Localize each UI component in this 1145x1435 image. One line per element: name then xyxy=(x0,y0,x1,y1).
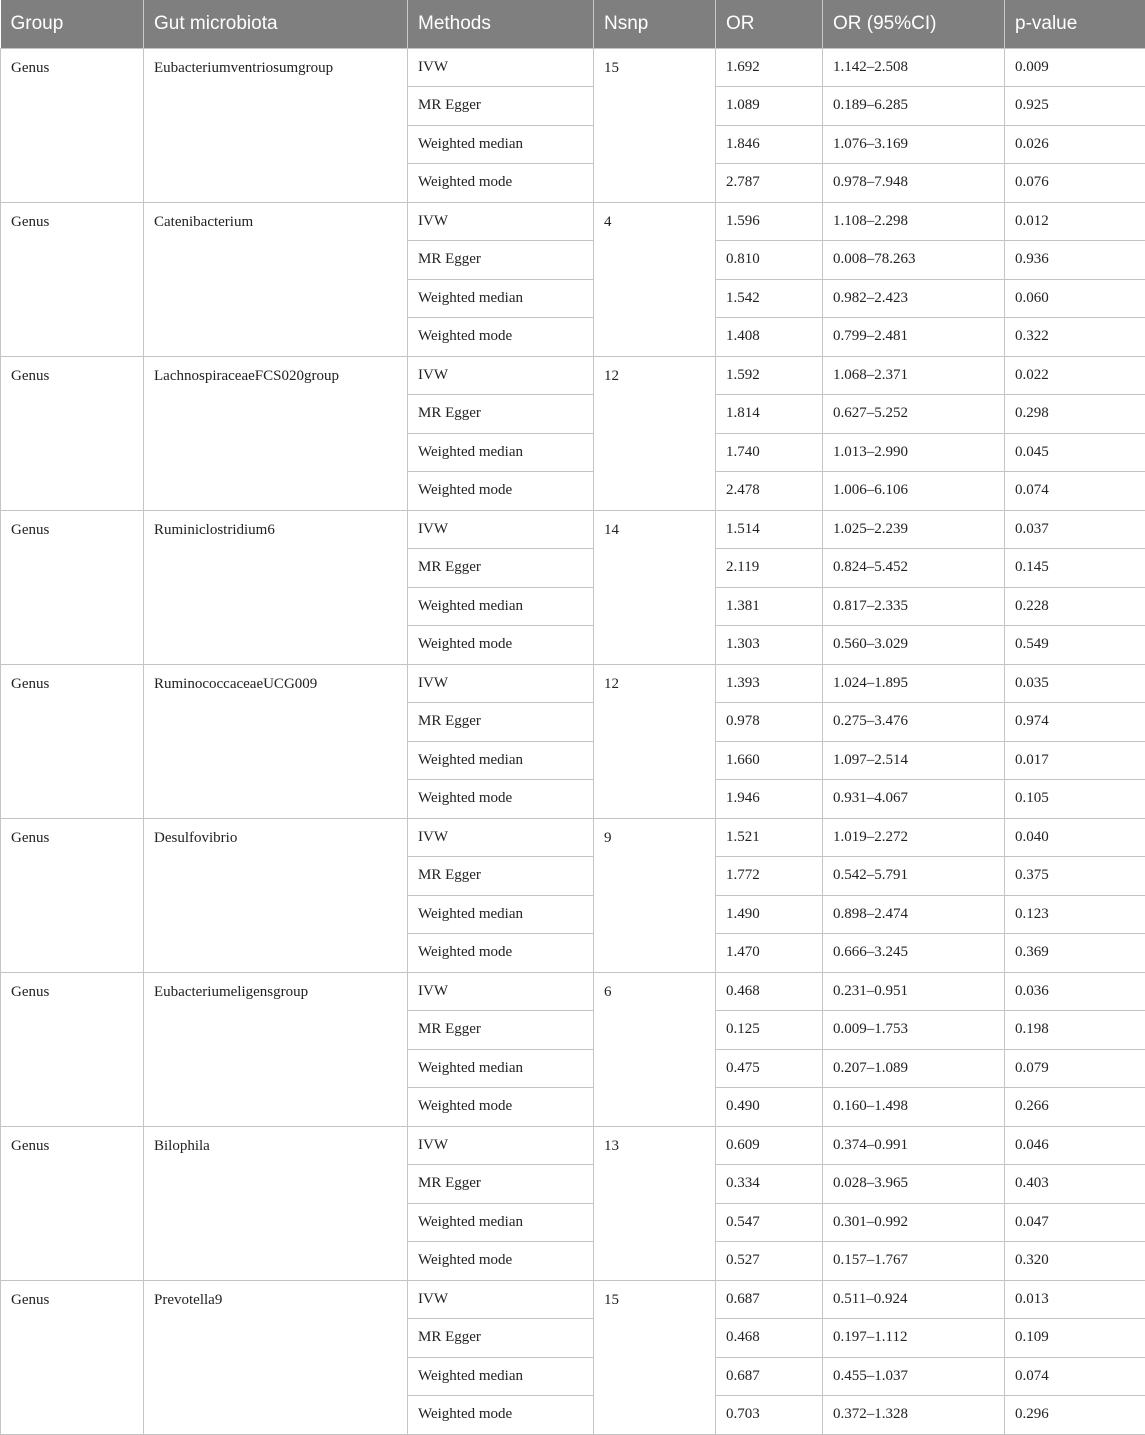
or-ci-cell: 0.275–3.476 xyxy=(823,703,1005,742)
nsnp-cell: 15 xyxy=(594,1280,716,1434)
or-ci-cell: 0.197–1.112 xyxy=(823,1319,1005,1358)
or-ci-cell: 0.511–0.924 xyxy=(823,1280,1005,1319)
p-value-cell: 0.013 xyxy=(1005,1280,1145,1319)
or-cell: 0.468 xyxy=(716,1319,823,1358)
or-ci-cell: 0.982–2.423 xyxy=(823,279,1005,318)
p-value-cell: 0.375 xyxy=(1005,857,1145,896)
p-value-cell: 0.045 xyxy=(1005,433,1145,472)
method-cell: Weighted mode xyxy=(408,472,594,511)
or-cell: 1.089 xyxy=(716,87,823,126)
or-cell: 1.393 xyxy=(716,664,823,703)
table-body xyxy=(1,48,1145,1434)
nsnp-cell: 14 xyxy=(594,510,716,664)
or-cell: 1.946 xyxy=(716,780,823,819)
p-value-cell: 0.198 xyxy=(1005,1011,1145,1050)
or-cell: 1.470 xyxy=(716,934,823,973)
p-value-cell: 0.037 xyxy=(1005,510,1145,549)
table-row xyxy=(1,48,1145,87)
or-ci-cell: 1.019–2.272 xyxy=(823,818,1005,857)
p-value-cell: 0.036 xyxy=(1005,972,1145,1011)
or-ci-cell: 0.931–4.067 xyxy=(823,780,1005,819)
gut-microbiota-cell: Ruminiclostridium6 xyxy=(144,510,408,664)
nsnp-cell: 9 xyxy=(594,818,716,972)
or-cell: 1.660 xyxy=(716,741,823,780)
or-cell: 0.687 xyxy=(716,1357,823,1396)
p-value-cell: 0.974 xyxy=(1005,703,1145,742)
p-value-cell: 0.079 xyxy=(1005,1049,1145,1088)
method-cell: IVW xyxy=(408,48,594,87)
or-cell: 0.490 xyxy=(716,1088,823,1127)
group-cell: Genus xyxy=(1,1280,144,1434)
p-value-cell: 0.035 xyxy=(1005,664,1145,703)
or-cell: 0.334 xyxy=(716,1165,823,1204)
or-cell: 1.490 xyxy=(716,895,823,934)
method-cell: IVW xyxy=(408,510,594,549)
p-value-cell: 0.022 xyxy=(1005,356,1145,395)
group-cell: Genus xyxy=(1,972,144,1126)
p-value-cell: 0.123 xyxy=(1005,895,1145,934)
or-cell: 0.527 xyxy=(716,1242,823,1281)
p-value-cell: 0.925 xyxy=(1005,87,1145,126)
or-cell: 1.772 xyxy=(716,857,823,896)
gut-microbiota-cell: Bilophila xyxy=(144,1126,408,1280)
or-cell: 0.687 xyxy=(716,1280,823,1319)
or-cell: 1.542 xyxy=(716,279,823,318)
table-row xyxy=(1,664,1145,703)
method-cell: Weighted median xyxy=(408,1049,594,1088)
p-value-cell: 0.026 xyxy=(1005,125,1145,164)
method-cell: MR Egger xyxy=(408,1165,594,1204)
or-cell: 1.814 xyxy=(716,395,823,434)
header-or: OR xyxy=(716,0,823,48)
table-row xyxy=(1,972,1145,1011)
method-cell: Weighted median xyxy=(408,125,594,164)
or-cell: 2.119 xyxy=(716,549,823,588)
method-cell: MR Egger xyxy=(408,1319,594,1358)
or-ci-cell: 1.068–2.371 xyxy=(823,356,1005,395)
or-ci-cell: 0.301–0.992 xyxy=(823,1203,1005,1242)
group-cell: Genus xyxy=(1,818,144,972)
or-cell: 0.810 xyxy=(716,241,823,280)
or-cell: 1.596 xyxy=(716,202,823,241)
or-ci-cell: 0.028–3.965 xyxy=(823,1165,1005,1204)
nsnp-cell: 6 xyxy=(594,972,716,1126)
method-cell: MR Egger xyxy=(408,857,594,896)
method-cell: MR Egger xyxy=(408,549,594,588)
p-value-cell: 0.266 xyxy=(1005,1088,1145,1127)
or-ci-cell: 1.142–2.508 xyxy=(823,48,1005,87)
method-cell: MR Egger xyxy=(408,1011,594,1050)
or-cell: 2.787 xyxy=(716,164,823,203)
or-ci-cell: 1.024–1.895 xyxy=(823,664,1005,703)
gut-microbiota-cell: Eubacteriumventriosumgroup xyxy=(144,48,408,202)
or-ci-cell: 1.006–6.106 xyxy=(823,472,1005,511)
header-p-value: p-value xyxy=(1005,0,1145,48)
or-ci-cell: 1.097–2.514 xyxy=(823,741,1005,780)
group-cell: Genus xyxy=(1,1126,144,1280)
table-row xyxy=(1,356,1145,395)
group-cell: Genus xyxy=(1,202,144,356)
gut-microbiota-cell: Prevotella9 xyxy=(144,1280,408,1434)
or-ci-cell: 0.824–5.452 xyxy=(823,549,1005,588)
method-cell: Weighted median xyxy=(408,433,594,472)
or-ci-cell: 0.978–7.948 xyxy=(823,164,1005,203)
group-cell: Genus xyxy=(1,356,144,510)
nsnp-cell: 15 xyxy=(594,48,716,202)
or-ci-cell: 0.189–6.285 xyxy=(823,87,1005,126)
or-ci-cell: 0.374–0.991 xyxy=(823,1126,1005,1165)
method-cell: MR Egger xyxy=(408,703,594,742)
method-cell: Weighted median xyxy=(408,279,594,318)
p-value-cell: 0.369 xyxy=(1005,934,1145,973)
gut-microbiota-cell: LachnospiraceaeFCS020group xyxy=(144,356,408,510)
or-ci-cell: 0.372–1.328 xyxy=(823,1396,1005,1435)
p-value-cell: 0.047 xyxy=(1005,1203,1145,1242)
or-cell: 0.703 xyxy=(716,1396,823,1435)
method-cell: IVW xyxy=(408,202,594,241)
or-ci-cell: 0.009–1.753 xyxy=(823,1011,1005,1050)
or-ci-cell: 0.898–2.474 xyxy=(823,895,1005,934)
gut-microbiota-cell: Desulfovibrio xyxy=(144,818,408,972)
or-ci-cell: 0.455–1.037 xyxy=(823,1357,1005,1396)
p-value-cell: 0.076 xyxy=(1005,164,1145,203)
p-value-cell: 0.145 xyxy=(1005,549,1145,588)
method-cell: MR Egger xyxy=(408,241,594,280)
method-cell: IVW xyxy=(408,664,594,703)
p-value-cell: 0.074 xyxy=(1005,472,1145,511)
gut-microbiota-cell: Eubacteriumeligensgroup xyxy=(144,972,408,1126)
nsnp-cell: 4 xyxy=(594,202,716,356)
or-ci-cell: 0.542–5.791 xyxy=(823,857,1005,896)
table-row xyxy=(1,1126,1145,1165)
group-cell: Genus xyxy=(1,510,144,664)
or-ci-cell: 0.666–3.245 xyxy=(823,934,1005,973)
method-cell: Weighted mode xyxy=(408,1242,594,1281)
or-ci-cell: 1.025–2.239 xyxy=(823,510,1005,549)
or-cell: 1.514 xyxy=(716,510,823,549)
p-value-cell: 0.109 xyxy=(1005,1319,1145,1358)
or-ci-cell: 0.157–1.767 xyxy=(823,1242,1005,1281)
or-cell: 0.609 xyxy=(716,1126,823,1165)
group-cell: Genus xyxy=(1,664,144,818)
or-ci-cell: 0.008–78.263 xyxy=(823,241,1005,280)
p-value-cell: 0.074 xyxy=(1005,1357,1145,1396)
or-cell: 1.408 xyxy=(716,318,823,357)
gut-microbiota-cell: RuminococcaceaeUCG009 xyxy=(144,664,408,818)
method-cell: Weighted mode xyxy=(408,1396,594,1435)
p-value-cell: 0.060 xyxy=(1005,279,1145,318)
table-row xyxy=(1,510,1145,549)
or-cell: 1.381 xyxy=(716,587,823,626)
or-ci-cell: 0.160–1.498 xyxy=(823,1088,1005,1127)
table-row xyxy=(1,1280,1145,1319)
p-value-cell: 0.296 xyxy=(1005,1396,1145,1435)
p-value-cell: 0.105 xyxy=(1005,780,1145,819)
method-cell: Weighted mode xyxy=(408,934,594,973)
or-cell: 2.478 xyxy=(716,472,823,511)
p-value-cell: 0.298 xyxy=(1005,395,1145,434)
p-value-cell: 0.228 xyxy=(1005,587,1145,626)
header-group: Group xyxy=(1,0,144,48)
gut-microbiota-cell: Catenibacterium xyxy=(144,202,408,356)
method-cell: MR Egger xyxy=(408,87,594,126)
or-ci-cell: 0.799–2.481 xyxy=(823,318,1005,357)
method-cell: IVW xyxy=(408,356,594,395)
or-cell: 1.692 xyxy=(716,48,823,87)
method-cell: Weighted median xyxy=(408,895,594,934)
or-ci-cell: 0.817–2.335 xyxy=(823,587,1005,626)
or-cell: 1.303 xyxy=(716,626,823,665)
or-cell: 1.846 xyxy=(716,125,823,164)
p-value-cell: 0.017 xyxy=(1005,741,1145,780)
method-cell: IVW xyxy=(408,1126,594,1165)
nsnp-cell: 12 xyxy=(594,664,716,818)
method-cell: IVW xyxy=(408,972,594,1011)
or-ci-cell: 0.231–0.951 xyxy=(823,972,1005,1011)
nsnp-cell: 12 xyxy=(594,356,716,510)
nsnp-cell: 13 xyxy=(594,1126,716,1280)
or-ci-cell: 1.076–3.169 xyxy=(823,125,1005,164)
header-methods: Methods xyxy=(408,0,594,48)
or-cell: 0.978 xyxy=(716,703,823,742)
p-value-cell: 0.936 xyxy=(1005,241,1145,280)
header-gut-microbiota: Gut microbiota xyxy=(144,0,408,48)
p-value-cell: 0.046 xyxy=(1005,1126,1145,1165)
or-cell: 1.592 xyxy=(716,356,823,395)
or-cell: 0.468 xyxy=(716,972,823,1011)
or-ci-cell: 0.560–3.029 xyxy=(823,626,1005,665)
or-ci-cell: 1.108–2.298 xyxy=(823,202,1005,241)
header-or-95ci: OR (95%CI) xyxy=(823,0,1005,48)
method-cell: MR Egger xyxy=(408,395,594,434)
group-cell: Genus xyxy=(1,48,144,202)
p-value-cell: 0.320 xyxy=(1005,1242,1145,1281)
p-value-cell: 0.040 xyxy=(1005,818,1145,857)
method-cell: Weighted mode xyxy=(408,626,594,665)
or-ci-cell: 1.013–2.990 xyxy=(823,433,1005,472)
or-cell: 0.125 xyxy=(716,1011,823,1050)
method-cell: Weighted mode xyxy=(408,1088,594,1127)
p-value-cell: 0.549 xyxy=(1005,626,1145,665)
table-row xyxy=(1,818,1145,857)
method-cell: IVW xyxy=(408,1280,594,1319)
method-cell: Weighted mode xyxy=(408,318,594,357)
method-cell: Weighted mode xyxy=(408,164,594,203)
or-cell: 0.547 xyxy=(716,1203,823,1242)
method-cell: Weighted median xyxy=(408,587,594,626)
method-cell: Weighted mode xyxy=(408,780,594,819)
p-value-cell: 0.322 xyxy=(1005,318,1145,357)
p-value-cell: 0.403 xyxy=(1005,1165,1145,1204)
method-cell: Weighted median xyxy=(408,1357,594,1396)
method-cell: IVW xyxy=(408,818,594,857)
header-nsnp: Nsnp xyxy=(594,0,716,48)
or-cell: 1.740 xyxy=(716,433,823,472)
table-row xyxy=(1,202,1145,241)
or-ci-cell: 0.627–5.252 xyxy=(823,395,1005,434)
method-cell: Weighted median xyxy=(408,1203,594,1242)
table-header-row xyxy=(1,0,1145,48)
or-cell: 1.521 xyxy=(716,818,823,857)
or-ci-cell: 0.207–1.089 xyxy=(823,1049,1005,1088)
or-cell: 0.475 xyxy=(716,1049,823,1088)
method-cell: Weighted median xyxy=(408,741,594,780)
p-value-cell: 0.012 xyxy=(1005,202,1145,241)
p-value-cell: 0.009 xyxy=(1005,48,1145,87)
